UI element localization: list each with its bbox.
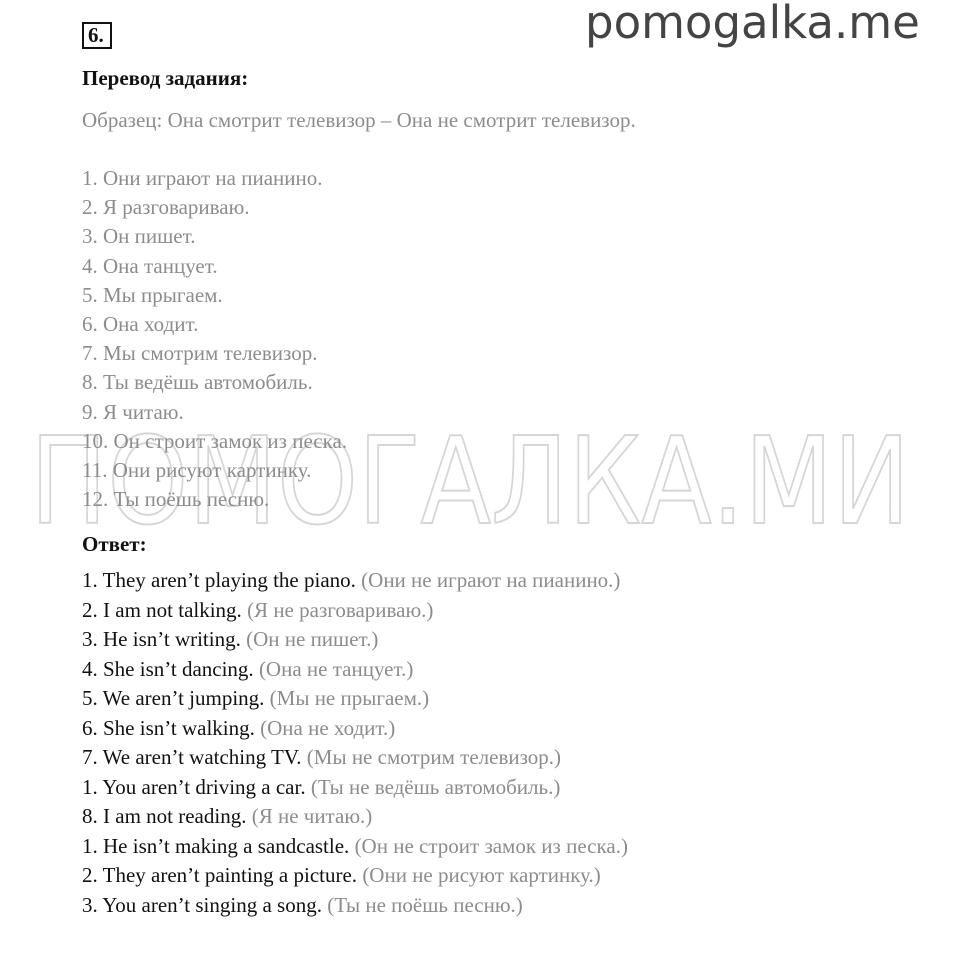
answer-item [82,743,628,773]
answer-item [82,802,628,832]
translation-item: 10. Он строит замок из песка. [82,428,348,453]
answer-russian: (Он не строит замок из песка.) [354,833,628,858]
answer-english: 2. They aren’t painting a picture. [82,863,358,887]
answer-russian: (Они не играют на пианино.) [361,568,621,592]
task-number-box: 6. [82,22,112,49]
translation-item: 1. Они играют на пианино. [82,166,323,190]
answer-item [82,625,628,655]
translation-item: 5. Мы прыгаем. [82,282,223,307]
translation-item: 3. Он пишет. [82,224,196,249]
translation-item: 4. Она танцует. [82,253,218,278]
answer-russian: (Мы не смотрим телевизор.) [306,745,562,769]
answer-item [82,773,628,803]
answer-item [82,566,628,596]
answer-english: 6. She isn’t walking. [82,715,255,740]
translation-heading: Перевод задания: [82,66,249,90]
answer-russian: (Она не танцует.) [258,656,414,681]
site-logo-text: pomogalka.me [585,0,920,49]
answer-item [82,714,628,744]
answer-item [82,832,628,862]
answer-english: 5. We aren’t jumping. [82,686,265,710]
answer-english: 1. They aren’t playing the piano. [82,568,356,592]
translation-item: 2. Я разговариваю. [82,195,250,220]
answer-russian: (Она не ходит.) [260,715,396,740]
answer-russian: (Я не читаю.) [251,804,373,828]
answer-english: 7. We aren’t watching TV. [82,745,302,769]
translation-item: 6. Она ходит. [82,311,199,336]
watermark-text: ПОМОГАЛКА.МИ [30,413,910,538]
answer-list [82,566,628,920]
translation-item: 8. Ты ведёшь автомобиль. [82,370,313,395]
answer-english: 3. He isn’t writing. [82,627,241,651]
translation-item: 12. Ты поёшь песню. [82,487,270,512]
answer-russian: (Ты не ведёшь автомобиль.) [310,774,561,799]
answer-item [82,684,628,714]
translation-list [82,164,347,514]
answer-russian: (Они не рисуют картинку.) [362,863,601,887]
answer-item [82,596,628,626]
answer-english: 3. You aren’t singing a song. [82,892,322,917]
answer-russian: (Он не пишет.) [246,627,379,651]
translation-item: 9. Я читаю. [82,399,184,424]
answer-english: 1. He isn’t making a sandcastle. [82,833,350,858]
answer-english: 1. You aren’t driving a car. [82,774,306,799]
translation-item: 7. Мы смотрим телевизор. [82,341,318,366]
answer-russian: (Я не разговариваю.) [247,597,434,622]
answer-english: 2. I am not talking. [82,597,242,622]
answer-item [82,861,628,891]
sample-sentence: Образец: Она смотрит телевизор – Она не смотрит телевизор. [82,108,636,132]
answer-russian: (Мы не прыгаем.) [269,686,430,710]
answer-english: 4. She isn’t dancing. [82,656,254,681]
answer-heading: Ответ: [82,532,147,556]
answer-russian: (Ты не поёшь песню.) [327,892,523,917]
translation-item: 11. Они рисуют картинку. [82,457,312,482]
answer-english: 8. I am not reading. [82,804,247,828]
answer-item [82,891,628,921]
answer-item [82,655,628,685]
